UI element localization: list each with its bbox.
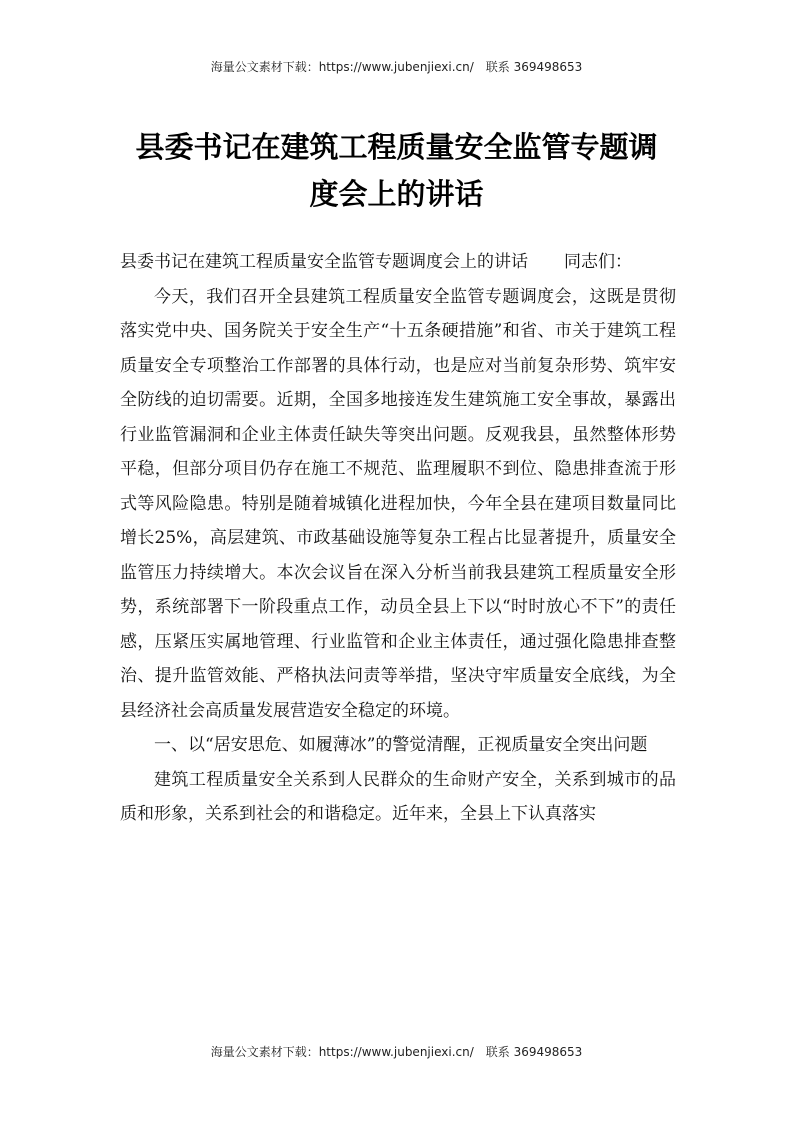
header-label: 海量公文素材下载： (210, 60, 319, 74)
header-url-link[interactable]: https://www.jubenjiexi.cn/ (318, 60, 474, 74)
document-title (110, 124, 683, 218)
paragraph-section-1: 建筑工程质量安全关系到人民群众的生命财产安全，关系到城市的品质和形象，关系到社会的和谐稳定。近年来，全县上下认真落实 (120, 769, 676, 824)
footer-contact: 联系 369498653 (485, 1045, 583, 1059)
section-heading-1: 一、以“居安思危、如履薄冰”的警觉清醒，正视质量安全突出问题 (154, 735, 648, 755)
footer-label: 海量公文素材下载： (210, 1045, 319, 1059)
paragraph-opening: 今天，我们召开全县建筑工程质量安全监管专题调度会，这既是贯彻落实党中央、国务院关于安全生产“十五条硬措施”和省、市关于建筑工程质量安全专项整治工作部署的具体行动，也是应对当前复杂形势、筑牢安全防线的迫切需要。近期，全国多地接连发生建筑施工安全事故，暴露出行业监管漏洞和企业主体责任缺失等突出问题。反观我县，虽然整体形势平稳，但部分项目仍存在施工不规范、监理履职不到位、隐患排查流于形式等风险隐患。特别是随着城镇化进程加快，今年全县在建项目数量同比增长25%，高层建筑、市政基础设施等复杂工程占比显著提升，质量安全监管压力持续增大。本次会议旨在深入分析当前我县建筑工程质量安全形势，系统部署下一阶段重点工作，动员全县上下以“时时放心不下”的责任感，压紧压实属地管理、行业监管和企业主体责任，通过强化隐患排查整治、提升监管效能、严格执法问责等举措，坚决守牢质量安全底线，为全县经济社会高质量发展营造安全稳定的环境。 (120, 286, 676, 721)
page-footer (0, 1043, 793, 1060)
footer-url-link[interactable]: https://www.jubenjiexi.cn/ (318, 1045, 474, 1059)
title-line-2: 度会上的讲话 (309, 177, 484, 211)
intro-title: 县委书记在建筑工程质量安全监管专题调度会上的讲话 (120, 252, 528, 272)
header-contact: 联系 369498653 (485, 60, 583, 74)
page-header (0, 58, 793, 75)
intro-line (120, 245, 676, 280)
title-line-1: 县委书记在建筑工程质量安全监管专题调 (135, 130, 658, 164)
document-body (120, 245, 676, 832)
salutation: 同志们： (564, 252, 632, 272)
